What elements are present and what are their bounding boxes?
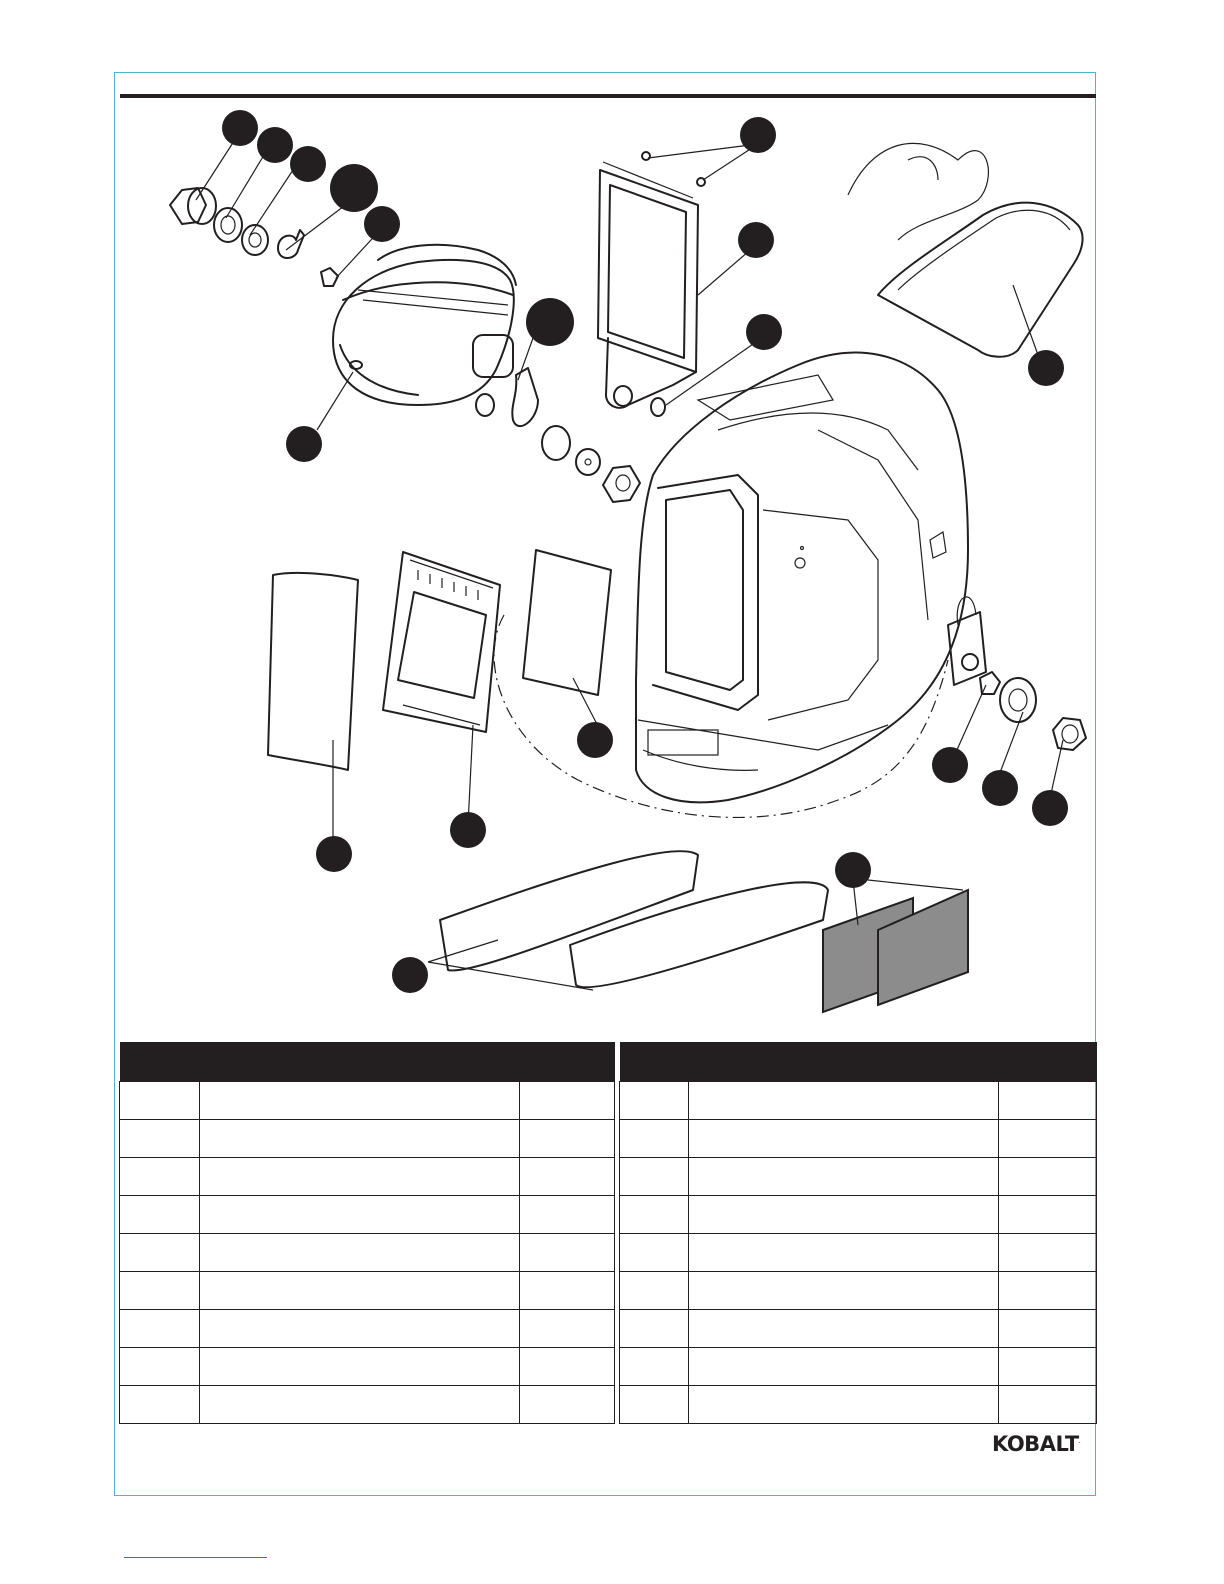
table-row (620, 1386, 1097, 1424)
callout-marker (1028, 350, 1064, 386)
adjustment-knob-parts (170, 188, 338, 286)
lens-holder-frame (598, 152, 705, 408)
callout-marker (932, 747, 968, 783)
callout-marker (982, 770, 1018, 806)
callout-marker (450, 812, 486, 848)
callout-marker (526, 298, 574, 346)
pivot-hardware (476, 368, 665, 502)
footnote-rule (124, 1557, 267, 1558)
table-header (120, 1042, 615, 1082)
table-row (620, 1120, 1097, 1158)
table-row (120, 1310, 615, 1348)
inside-cover-lens (268, 573, 358, 770)
callout-marker (316, 836, 352, 872)
callout-marker (392, 957, 428, 993)
logo-mark: . (1078, 1437, 1081, 1445)
table-row (120, 1234, 615, 1272)
headgear (333, 245, 516, 405)
parts-list-table-right (619, 1042, 1097, 1424)
callout-marker (330, 164, 378, 212)
spare-outside-lenses (440, 851, 828, 987)
outside-cover-lens (523, 550, 611, 695)
callout-marker (835, 852, 871, 888)
header-rule (120, 94, 1096, 98)
table-row (120, 1196, 615, 1234)
logo-text: KOBALT (992, 1432, 1079, 1456)
parts-list-table-left (119, 1042, 615, 1424)
callout-marker (222, 110, 258, 146)
auto-darkening-filter (383, 552, 500, 732)
callout-marker (364, 206, 400, 242)
helmet-shell (636, 353, 968, 803)
neck-cover (848, 143, 1083, 356)
table-row (620, 1234, 1097, 1272)
table-header (620, 1042, 1097, 1082)
callout-marker (740, 117, 776, 153)
callout-marker (286, 426, 322, 462)
table-row (620, 1348, 1097, 1386)
shade-lenses (823, 890, 968, 1012)
table-row (120, 1158, 615, 1196)
table-row (620, 1310, 1097, 1348)
table-row (620, 1272, 1097, 1310)
table-row (120, 1348, 615, 1386)
table-row (120, 1120, 615, 1158)
callout-marker (738, 222, 774, 258)
callout-marker (1032, 790, 1068, 826)
callout-marker (257, 127, 293, 163)
table-row (120, 1386, 615, 1424)
callout-marker (290, 146, 326, 182)
callout-marker (746, 314, 782, 350)
kobalt-logo (992, 1432, 1080, 1456)
callout-markers (222, 110, 1068, 993)
table-row (120, 1272, 615, 1310)
table-row (620, 1196, 1097, 1234)
exploded-parts-diagram (118, 100, 1098, 1035)
table-row (120, 1082, 615, 1120)
table-row (620, 1158, 1097, 1196)
table-row (620, 1082, 1097, 1120)
callout-marker (577, 722, 613, 758)
